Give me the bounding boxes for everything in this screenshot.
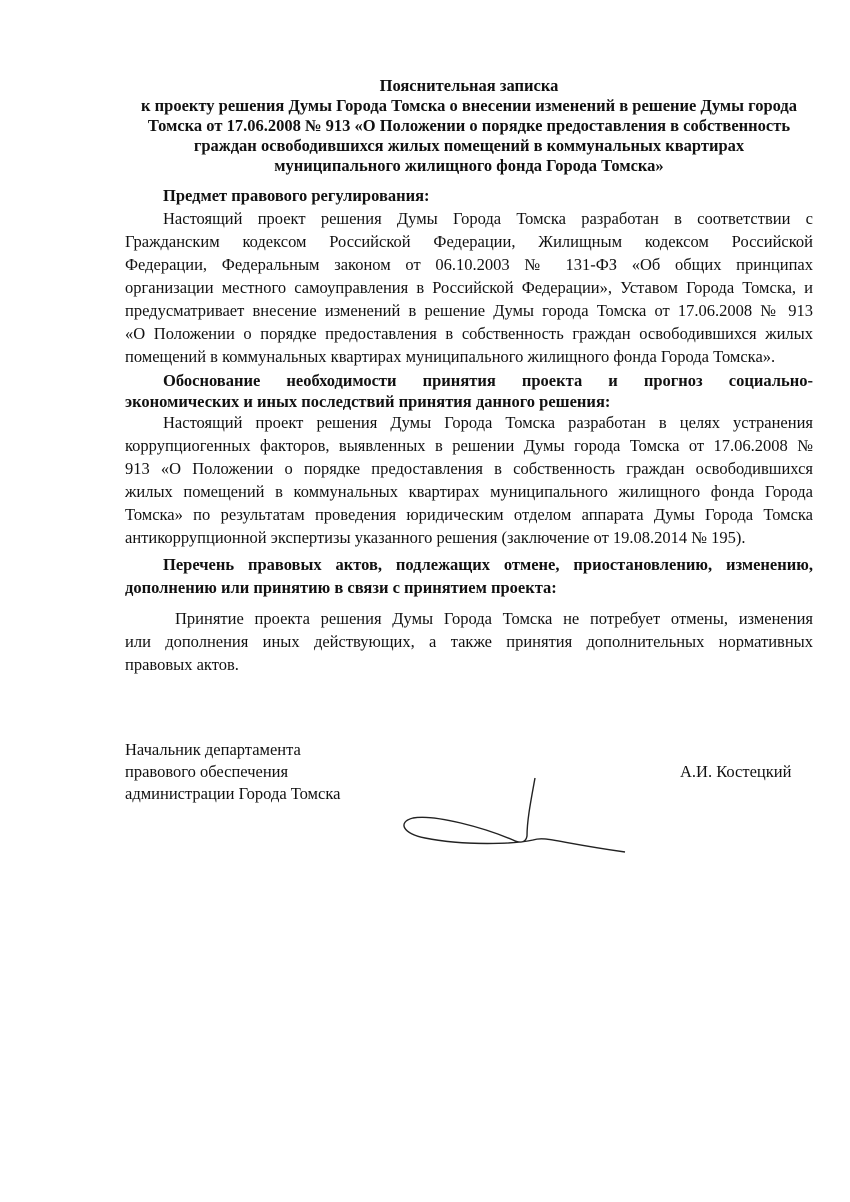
signatory-name: А.И. Костецкий	[680, 762, 792, 781]
text-line: Гражданским кодексом Российской Федерации, Жилищным кодексом Российской	[125, 232, 813, 251]
text-line: или дополнения иных действующих, а также принятия дополнительных нормативных	[125, 632, 813, 651]
section-heading: Предмет правового регулирования:	[163, 186, 430, 205]
section-heading: Перечень правовых актов, подлежащих отмене, приостановлению, изменению,	[163, 555, 813, 574]
signatory-position	[125, 739, 385, 805]
title-line: муниципального жилищного фонда Города Томска»	[274, 156, 664, 175]
section-heading: экономических и иных последствий принятия данного решения:	[125, 392, 611, 411]
text-line: Настоящий проект решения Думы Города Томска разработан в соответствии с	[163, 209, 813, 228]
text-line: Принятие проекта решения Думы Города Томска не потребует отмены, изменения	[175, 609, 813, 628]
position-line: Начальник департамента	[125, 740, 301, 759]
text-line: предусматривает внесение изменений в решение Думы города Томска от 17.06.2008 № 913	[125, 301, 813, 320]
title-line: граждан освободившихся жилых помещений в коммунальных квартирах	[193, 136, 745, 155]
text-line: организации местного самоуправления в Российской Федерации», Уставом Города Томска, и	[125, 278, 813, 297]
position-line: правового обеспечения	[125, 762, 289, 781]
section-heading: дополнению или принятию в связи с принятием проекта:	[125, 578, 557, 597]
title-line: Пояснительная записка	[379, 76, 559, 95]
section-justification	[125, 369, 813, 549]
section-acts-text	[125, 607, 813, 676]
section-heading: Обоснование необходимости принятия проекта и прогноз социально-	[163, 371, 813, 390]
text-line: «О Положении о порядке предоставления в собственность граждан освободившихся жилых	[125, 324, 813, 343]
text-line: жилых помещений в коммунальных квартирах муниципального жилищного фонда Города	[125, 482, 813, 501]
text-line: коррупциогенных факторов, выявленных в решении Думы города Томска от 17.06.2008 №	[125, 436, 813, 455]
text-line: антикоррупционной экспертизы указанного решения (заключение от 19.08.2014 № 195).	[125, 528, 746, 547]
text-line: Федерации, Федеральным законом от 06.10.2003 № 131-ФЗ «Об общих принципах	[125, 255, 813, 274]
document-title	[125, 76, 813, 176]
section-acts-list	[125, 553, 813, 599]
title-line: Томска от 17.06.2008 № 913 «О Положении о порядке предоставления в собственность	[147, 116, 791, 135]
text-line: Настоящий проект решения Думы Города Томска разработан в целях устранения	[163, 413, 813, 432]
section-subject	[125, 184, 813, 368]
text-line: Томска» по результатам проведения юридическим отделом аппарата Думы Города Томска	[125, 505, 813, 524]
handwritten-signature	[395, 770, 640, 865]
title-line: к проекту решения Думы Города Томска о внесении изменений в решение Думы города	[141, 96, 797, 115]
text-line: помещений в коммунальных квартирах муниципального жилищного фонда Города Томска».	[125, 347, 776, 366]
text-line: 913 «О Положении о порядке предоставления в собственность граждан освободившихся	[125, 459, 813, 478]
position-line: администрации Города Томска	[125, 784, 341, 803]
text-line: правовых актов.	[125, 655, 239, 674]
